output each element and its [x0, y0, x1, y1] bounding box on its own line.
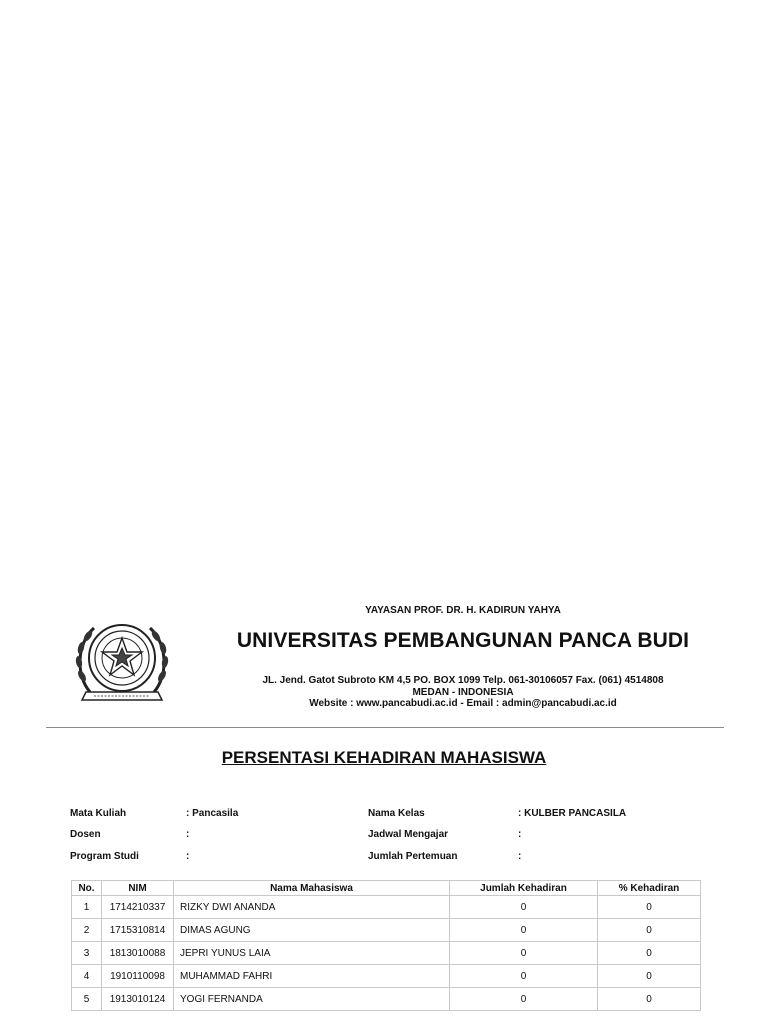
university-name: UNIVERSITAS PEMBANGUNAN PANCA BUDI — [236, 629, 690, 652]
table-row — [72, 896, 701, 919]
program-studi-label: Program Studi — [70, 851, 139, 862]
row-attendance-percent: 0 — [598, 988, 701, 1011]
row-attendance-percent: 0 — [598, 942, 701, 965]
row-nim: 1913010124 — [102, 988, 174, 1011]
nama-kelas-value: : KULBER PANCASILA — [518, 808, 627, 819]
table-row — [72, 919, 701, 942]
program-studi-value: : — [186, 851, 190, 862]
dosen-value: : — [186, 829, 190, 840]
row-attendance-percent: 0 — [598, 965, 701, 988]
mata-kuliah-value: : Pancasila — [186, 808, 239, 819]
table-row — [72, 965, 701, 988]
row-attendance-percent: 0 — [598, 896, 701, 919]
header-jumlah-kehadiran: Jumlah Kehadiran — [450, 881, 598, 896]
address-line-2: MEDAN - INDONESIA — [412, 686, 514, 698]
jadwal-mengajar-label: Jadwal Mengajar — [368, 829, 449, 840]
jadwal-mengajar-value: : — [518, 829, 522, 840]
mata-kuliah-label: Mata Kuliah — [70, 808, 127, 819]
university-address — [230, 675, 696, 710]
attendance-table — [71, 880, 701, 1011]
row-number: 4 — [72, 965, 102, 988]
row-student-name: DIMAS AGUNG — [174, 919, 450, 942]
university-seal-icon — [72, 614, 172, 706]
row-student-name: MUHAMMAD FAHRI — [174, 965, 450, 988]
header-no: No. — [72, 881, 102, 896]
nama-kelas-label: Nama Kelas — [368, 808, 425, 819]
row-attendance-percent: 0 — [598, 919, 701, 942]
table-row — [72, 988, 701, 1011]
row-attendance-count: 0 — [450, 942, 598, 965]
jumlah-pertemuan-label: Jumlah Pertemuan — [368, 851, 458, 862]
row-nim: 1910110098 — [102, 965, 174, 988]
header-persen-kehadiran: % Kehadiran — [598, 881, 701, 896]
row-attendance-count: 0 — [450, 988, 598, 1011]
row-number: 3 — [72, 942, 102, 965]
row-student-name: JEPRI YUNUS LAIA — [174, 942, 450, 965]
row-nim: 1715310814 — [102, 919, 174, 942]
header-divider — [46, 727, 724, 728]
document-title: PERSENTASI KEHADIRAN MAHASISWA — [221, 748, 547, 767]
header-nim: NIM — [102, 881, 174, 896]
row-attendance-count: 0 — [450, 965, 598, 988]
table-header-row — [72, 881, 701, 896]
row-attendance-count: 0 — [450, 896, 598, 919]
table-row — [72, 942, 701, 965]
header-nama-mahasiswa: Nama Mahasiswa — [174, 881, 450, 896]
row-nim: 1714210337 — [102, 896, 174, 919]
dosen-label: Dosen — [70, 829, 101, 840]
address-line-1: JL. Jend. Gatot Subroto KM 4,5 PO. BOX 1099 Telp. 061-30106057 Fax. (061) 4514808 — [262, 675, 664, 686]
jumlah-pertemuan-value: : — [518, 851, 522, 862]
row-nim: 1813010088 — [102, 942, 174, 965]
row-student-name: YOGI FERNANDA — [174, 988, 450, 1011]
row-number: 1 — [72, 896, 102, 919]
foundation-name: YAYASAN PROF. DR. H. KADIRUN YAHYA — [365, 605, 561, 616]
address-line-3: Website : www.pancabudi.ac.id - Email : admin@pancabudi.ac.id — [309, 698, 617, 709]
row-attendance-count: 0 — [450, 919, 598, 942]
row-number: 2 — [72, 919, 102, 942]
row-number: 5 — [72, 988, 102, 1011]
row-student-name: RIZKY DWI ANANDA — [174, 896, 450, 919]
